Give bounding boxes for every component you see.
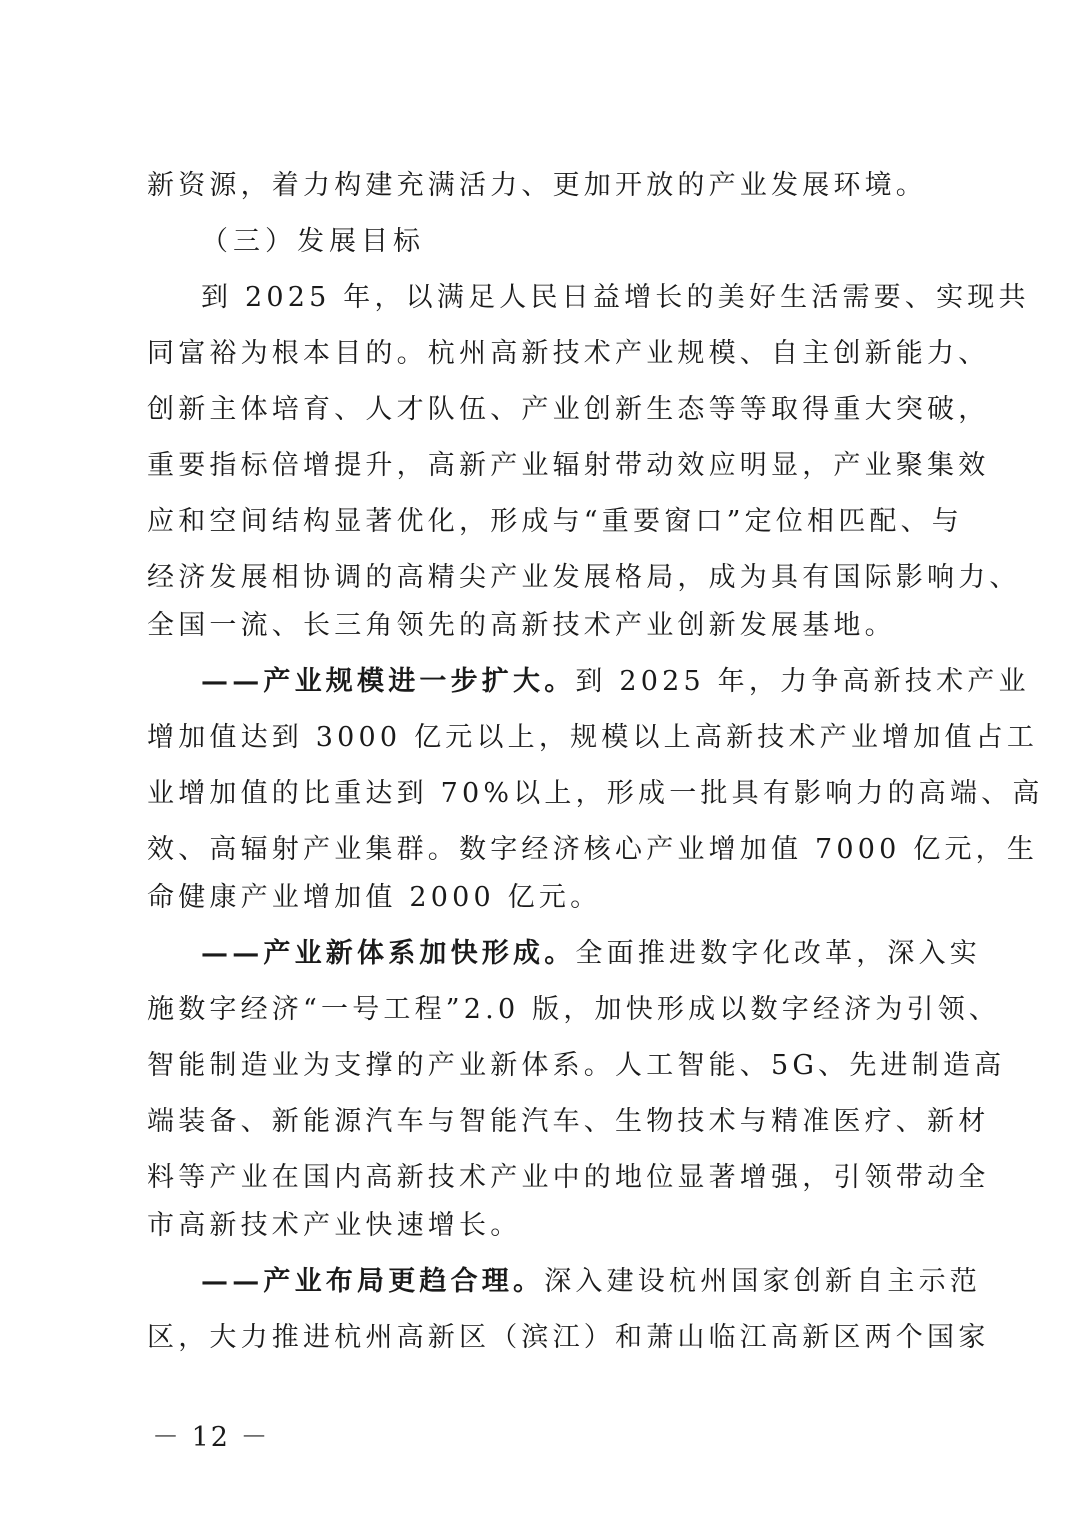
text-line: 端装备、新能源汽车与智能汽车、生物技术与精准医疗、新材 [147,1106,990,1137]
text-line: 业增加值的比重达到 70%以上，形成一批具有影响力的高端、高 [147,778,1044,809]
text-line: 区，大力推进杭州高新区（滨江）和萧山临江高新区两个国家 [147,1322,990,1353]
text-line: 重要指标倍增提升，高新产业辐射带动效应明显，产业聚集效 [147,450,990,481]
paragraph-lead-line [201,934,982,974]
page-number: － 12 － [152,1422,270,1453]
text-line: 新资源，着力构建充满活力、更加开放的产业发展环境。 [147,170,927,201]
text-line: 到 2025 年，以满足人民日益增长的美好生活需要、实现共 [201,282,1030,313]
text-line: 经济发展相协调的高精尖产业发展格局，成为具有国际影响力、 [147,562,1021,593]
lead-continuation-text: 到 2025 年，力争高新技术产业 [575,666,1030,697]
text-line: 应和空间结构显著优化，形成与“重要窗口”定位相匹配、与 [147,506,964,537]
bold-lead-text: ——产业布局更趋合理。 [201,1266,545,1297]
paragraph-lead-line [201,1262,982,1302]
bold-lead-text: ——产业新体系加快形成。 [201,938,576,969]
bold-lead-text: ——产业规模进一步扩大。 [201,666,576,697]
paragraph-lead-line [201,662,1030,702]
text-line: 增加值达到 3000 亿元以上，规模以上高新技术产业增加值占工 [147,722,1039,753]
text-line: 创新主体培育、人才队伍、产业创新生态等等取得重大突破， [147,394,990,425]
text-line: 施数字经济“一号工程”2.0 版，加快形成以数字经济为引领、 [147,994,1001,1025]
text-line: 智能制造业为支撑的产业新体系。人工智能、5G、先进制造高 [147,1050,1006,1081]
text-line: 效、高辐射产业集群。数字经济核心产业增加值 7000 亿元，生 [147,834,1039,865]
lead-continuation-text: 深入建设杭州国家创新自主示范 [544,1266,982,1297]
text-line: 料等产业在国内高新技术产业中的地位显著增强，引领带动全 [147,1162,990,1193]
text-line: 同富裕为根本目的。杭州高新技术产业规模、自主创新能力、 [147,338,990,369]
text-line: 全国一流、长三角领先的高新技术产业创新发展基地。 [147,610,896,641]
text-line: 命健康产业增加值 2000 亿元。 [147,882,602,913]
section-heading: （三）发展目标 [201,226,425,257]
text-line: 市高新技术产业快速增长。 [147,1210,522,1241]
lead-continuation-text: 全面推进数字化改革，深入实 [575,938,982,969]
